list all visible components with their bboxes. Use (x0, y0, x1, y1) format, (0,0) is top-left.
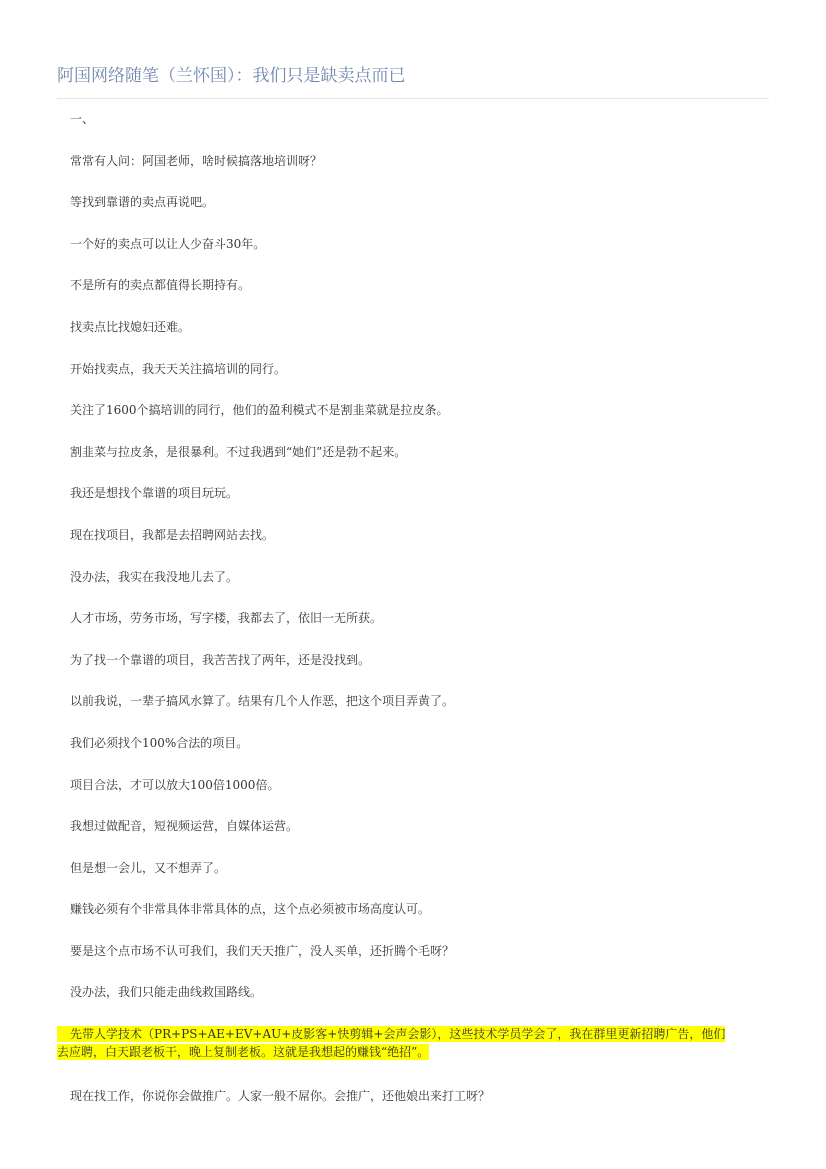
paragraph: 一个好的卖点可以让人少奋斗30年。 (70, 236, 266, 251)
document-body (57, 110, 769, 1025)
document-title: 阿国网络随笔（兰怀国）：我们只是缺卖点而已 (57, 66, 406, 86)
highlighted-paragraph (57, 1025, 769, 1061)
paragraph: 要是这个点市场不认可我们，我们天天推广，没人买单，还折腾个毛呀？ (70, 943, 455, 958)
highlighted-text: 先带人学技术（PR+PS+AE+EV+AU+皮影客+快剪辑+会声会影），这些技术学员学会了，我在群里更新招聘广告，他们 (57, 1026, 725, 1042)
paragraph: 没办法，我实在我没地儿去了。 (70, 569, 239, 584)
highlight-line (57, 1025, 769, 1043)
highlighted-text: 去应聘，白天跟老板干，晚上复制老板。这就是我想起的赚钱“绝招”。 (57, 1045, 430, 1059)
paragraph: 一、 (70, 112, 95, 126)
paragraph: 项目合法，才可以放大100倍1000倍。 (70, 777, 280, 792)
title-divider (57, 98, 769, 99)
paragraph: 找卖点比找媳妇还难。 (70, 319, 191, 334)
paragraph: 赚钱必须有个非常具体非常具体的点，这个点必须被市场高度认可。 (70, 902, 431, 917)
paragraph: 我们必须找个100%合法的项目。 (70, 735, 249, 750)
paragraph: 关注了1600个搞培训的同行，他们的盈利模式不是割韭菜就是拉皮条。 (70, 403, 449, 418)
paragraph: 不是所有的卖点都值得长期持有。 (70, 278, 251, 293)
paragraph: 常常有人问：阿国老师，啥时候搞落地培训呀？ (70, 153, 323, 168)
paragraph: 我还是想找个靠谱的项目玩玩。 (70, 486, 239, 501)
paragraph: 割韭菜与拉皮条，是很暴利。不过我遇到“她们”还是勃不起来。 (70, 444, 407, 459)
paragraph: 现在找工作，你说你会做推广。人家一般不屌你。会推广，还他娘出来打工呀？ (70, 1089, 491, 1103)
paragraph: 我想过做配音，短视频运营，自媒体运营。 (70, 819, 299, 834)
paragraph: 现在找项目，我都是去招聘网站去找。 (70, 527, 275, 542)
paragraph: 等找到靠谱的卖点再说吧。 (70, 195, 215, 210)
highlight-line (57, 1043, 769, 1061)
paragraph: 以前我说，一辈子搞风水算了。结果有几个人作恶，把这个项目弄黄了。 (70, 694, 455, 709)
paragraph: 没办法，我们只能走曲线救国路线。 (70, 985, 263, 1000)
paragraph: 但是想一会儿，又不想弄了。 (70, 860, 227, 875)
paragraph: 为了找一个靠谱的项目，我苦苦找了两年，还是没找到。 (70, 652, 371, 667)
paragraph: 人才市场，劳务市场，写字楼，我都去了，依旧一无所获。 (70, 611, 383, 626)
paragraph: 开始找卖点，我天天关注搞培训的同行。 (70, 361, 287, 376)
